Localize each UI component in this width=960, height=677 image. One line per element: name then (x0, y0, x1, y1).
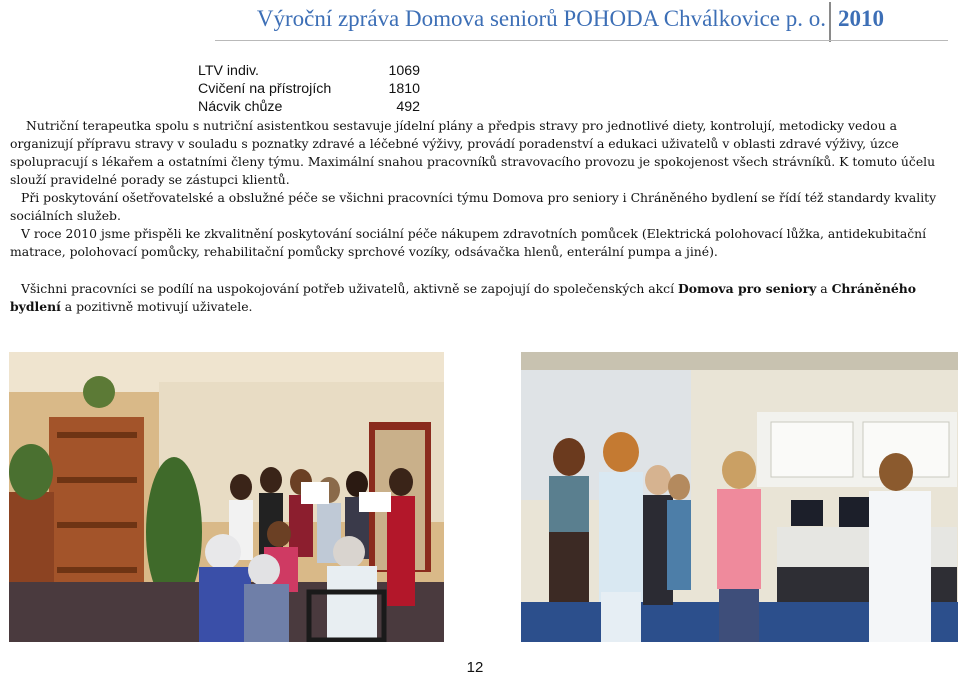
report-title: Výroční zpráva Domova seniorů POHODA Chválkovice p. o. (256, 6, 826, 31)
page-number: 12 (466, 659, 484, 676)
paragraph-staff-bold-home: Domova pro seniory (678, 281, 817, 296)
stat-row (198, 62, 424, 80)
report-year: 2010 (838, 6, 884, 31)
paragraph-care-standards: Při poskytování ošetřovatelské a obslužné péče se všichni pracovníci týmu Domova pro seniory i Chráněného bydlení se řídí též standardy kvality sociálních služeb. (10, 190, 937, 223)
paragraph-staff-mid: a (816, 281, 832, 296)
photo-singing-activity (9, 352, 444, 642)
paragraph-staff (10, 280, 952, 316)
photo-medical-equipment (521, 352, 958, 642)
stat-value: 1810 (388, 81, 420, 97)
paragraph-staff-start: Všichni pracovníci se podílí na uspokojování potřeb uživatelů, aktivně se zapojují do společenských akcí (21, 281, 679, 296)
body-text (10, 117, 952, 316)
stat-label: LTV indiv. (198, 63, 259, 79)
header-divider (829, 2, 831, 42)
photo-medical-equipment-image (521, 352, 958, 642)
paragraph-equipment: V roce 2010 jsme přispěli ke zkvalitnění poskytování sociální péče nákupem zdravotních pomůcek (Elektrická polohovací lůžka, antidekubitační matrace, polohovací pomůcky, rehabilitační pomůcky sprchové vozíky, odsávačka hlenů, enterální pumpa a jiné). (10, 226, 927, 259)
stat-label: Nácvik chůze (198, 99, 283, 115)
page-header (0, 0, 960, 44)
stat-label: Cvičení na přístrojích (198, 81, 332, 97)
therapy-stats-table (198, 62, 424, 116)
paragraph-staff-end: a pozitivně motivují uživatele. (60, 299, 253, 314)
stat-value: 492 (396, 99, 420, 115)
photo-singing-activity-image (9, 352, 444, 642)
header-rule (215, 40, 948, 41)
stat-row (198, 80, 424, 98)
paragraph-nutrition: Nutriční terapeutka spolu s nutriční asistentkou sestavuje jídelní plány a předpis stravy pro jednotlivé diety, kontrolují, metodicky vedou a organizují přípravu stravy v souladu s poznatky zdravé a léčebné výživy, provádí poradenství a edukaci uživatelů v oblasti zdravé výživy, úzce spolupracují s lékařem a ostatními členy týmu. Maximální snahou pracovníků stravovacího provozu je spokojenost všech strávníků. K tomuto účelu slouží pravidelné porady se zástupci klientů. (10, 118, 936, 187)
stat-row (198, 98, 424, 116)
stat-value: 1069 (388, 63, 420, 79)
paragraph-staff-bold-housing: Chráněného bydlení (10, 281, 917, 314)
